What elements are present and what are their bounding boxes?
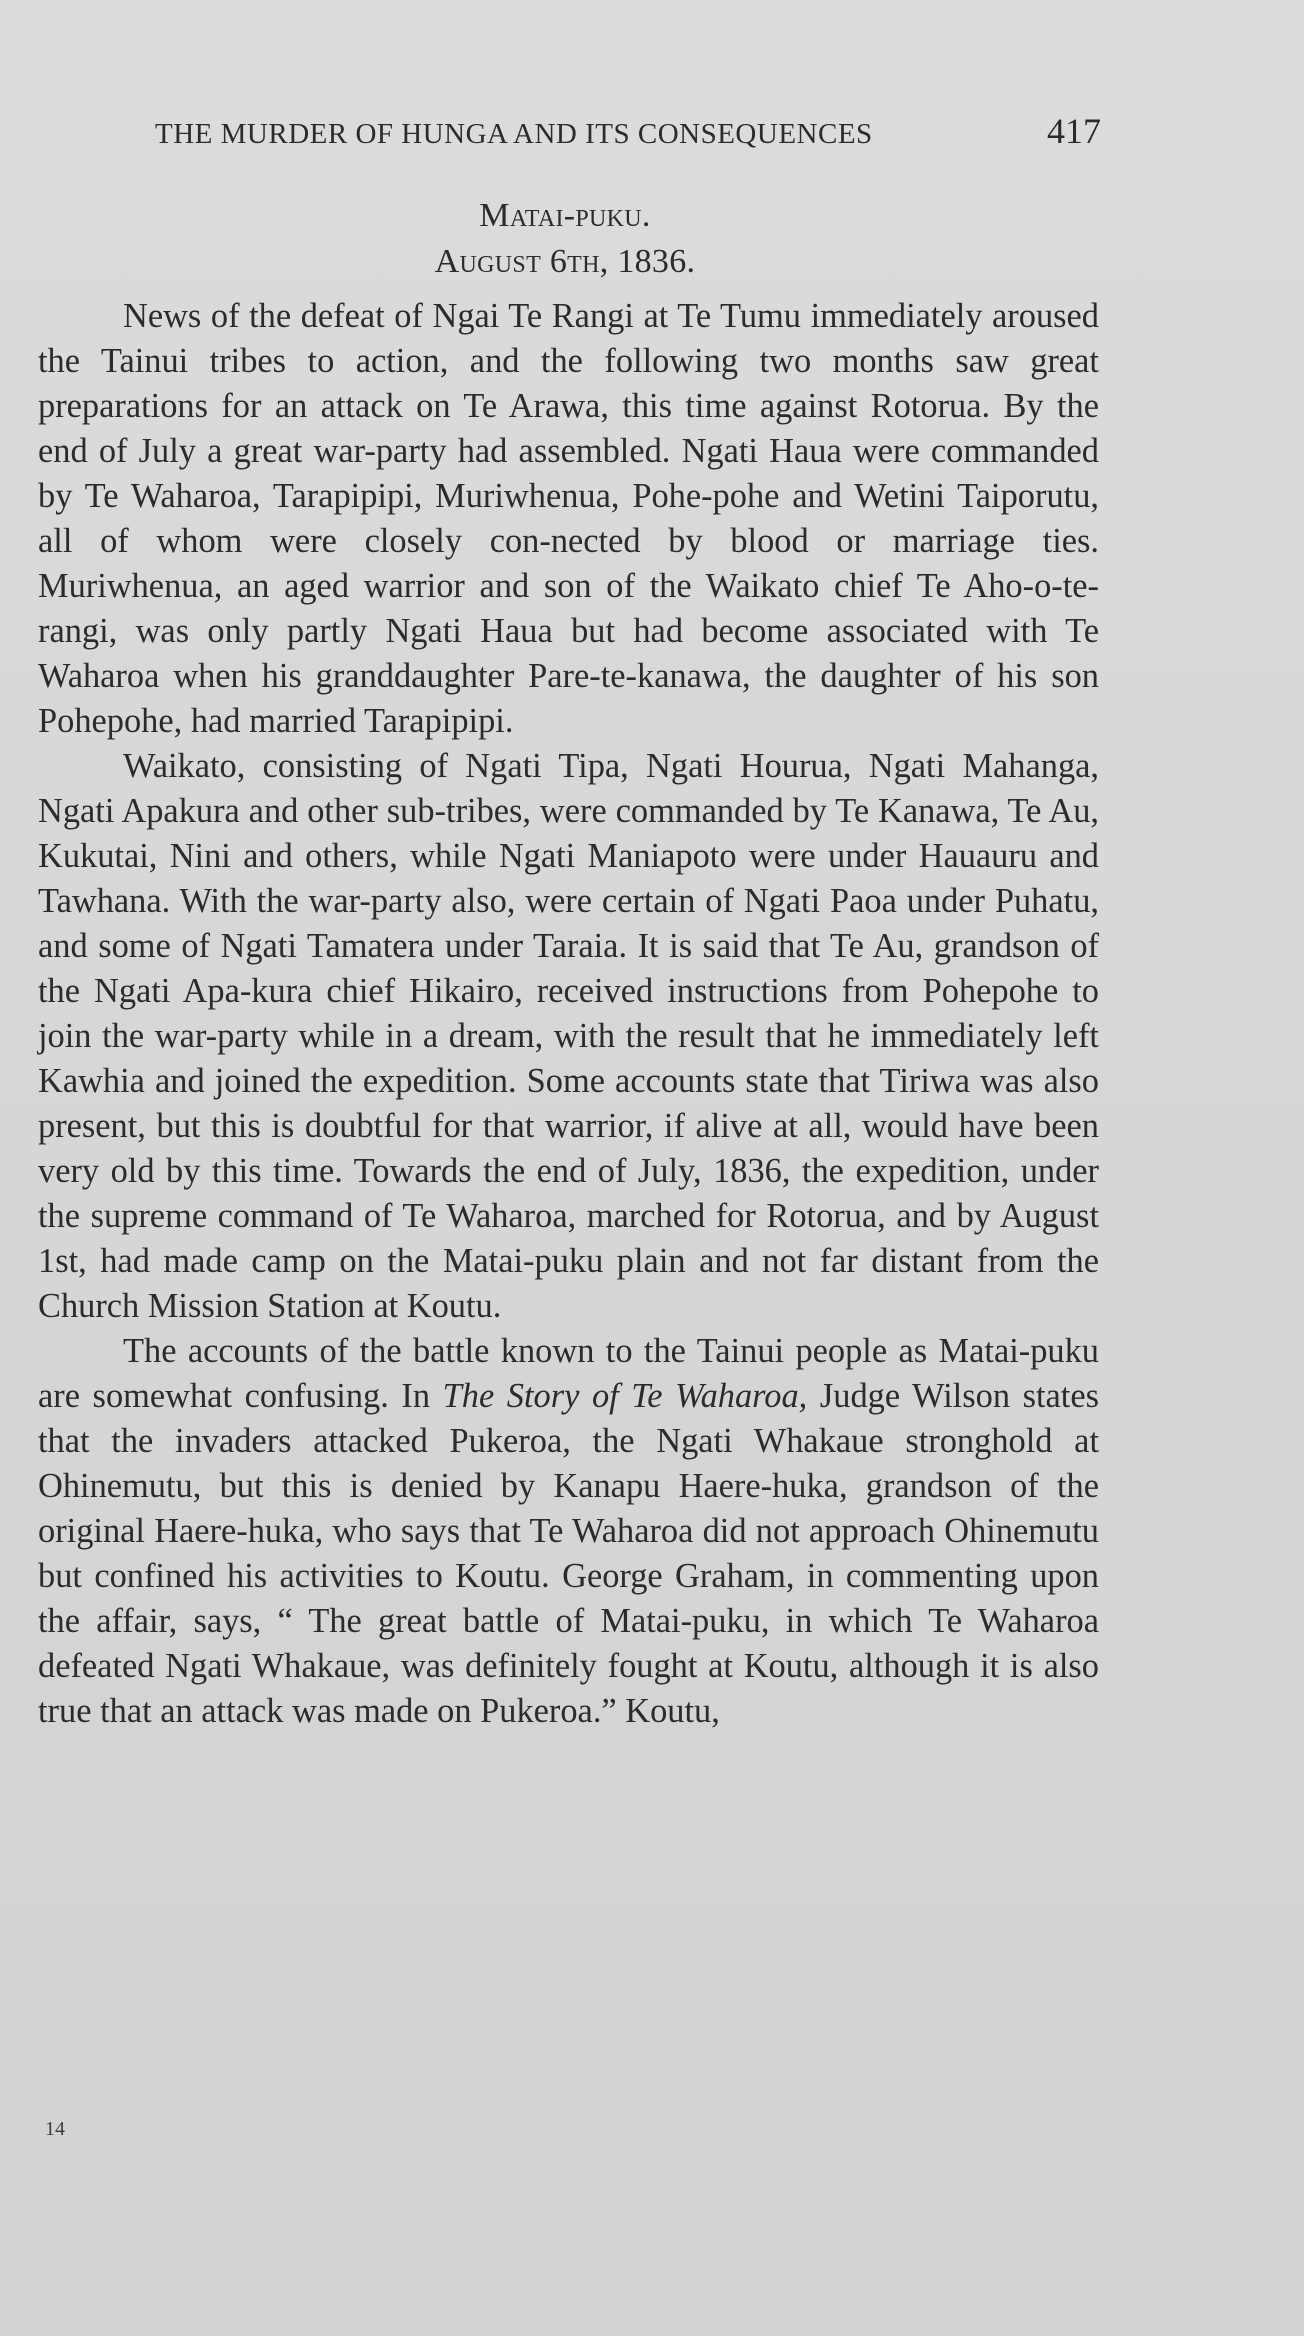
text-run: News of the defeat of Ngai Te Rangi at Te Tumu immediately aroused the Tainui tribes to action, and the following two months saw great preparations for an attack on Te Arawa, this time against Rotorua. By the end of July a great war-party had assembled. Ngati Haua were commanded by Te Waharoa, Tarapipipi, Muriwhenua, Pohe-pohe and Wetini Taiporutu, all of whom were closely con-nected by blood or marriage ties. Muriwhenua, an aged warrior and son of the Waikato chief Te Aho-o-te-rangi, was only partly Ngati Haua but had become associated with Te Waharoa when his granddaughter Pare-te-kanawa, the daughter of his son Pohepohe, had married Tarapipipi. [38,297,1099,740]
section-heading-place: Matai-puku. [479,197,651,234]
text-run: The accounts of the battle known to the Tainui people as Matai-puku are somewhat confusing. In [38,1332,1099,1415]
running-head [155,110,1101,152]
signature-mark: 14 [45,2118,65,2140]
running-title: THE MURDER OF HUNGA AND ITS CONSEQUENCES [155,118,873,150]
body-text [38,294,1099,1734]
text-run: Judge Wilson states that the invaders attacked Pukeroa, the Ngati Whakaue stronghold at Ohinemutu, but this is denied by Kanapu Haere-huka, grandson of the original Haere-huka, who says that Te Waharoa did not approach Ohinemutu but confined his activities to Koutu. George Graham, in commenting upon the affair, says, “ The great battle of Matai-puku, in which Te Waharoa defeated Ngati Whakaue, was definitely fought at Koutu, although it is also true that an attack was made on Pukeroa.” Koutu, [38,1377,1099,1730]
paragraph [38,294,1099,744]
text-run: Waikato, consisting of Ngati Tipa, Ngati Hourua, Ngati Mahanga, Ngati Apakura and other sub-tribes, were commanded by Te Kanawa, Te Au, Kukutai, Nini and others, while Ngati Maniapoto were under Hauauru and Tawhana. With the war-party also, were certain of Ngati Paoa under Puhatu, and some of Ngati Tamatera under Taraia. It is said that Te Au, grandson of the Ngati Apa-kura chief Hikairo, received instructions from Pohepohe to join the war-party while in a dream, with the result that he immediately left Kawhia and joined the expedition. Some accounts state that Tiriwa was also present, but this is doubtful for that warrior, if alive at all, would have been very old by this time. Towards the end of July, 1836, the expedition, under the supreme command of Te Waharoa, marched for Rotorua, and by August 1st, had made camp on the Matai-puku plain and not far distant from the Church Mission Station at Koutu. [38,747,1099,1325]
paragraph [38,1329,1099,1734]
italic-text-run: The Story of Te Waharoa, [442,1377,808,1415]
page-number: 417 [1047,111,1101,151]
section-heading-date: August 6th, 1836. [434,243,696,280]
paragraph [38,744,1099,1329]
